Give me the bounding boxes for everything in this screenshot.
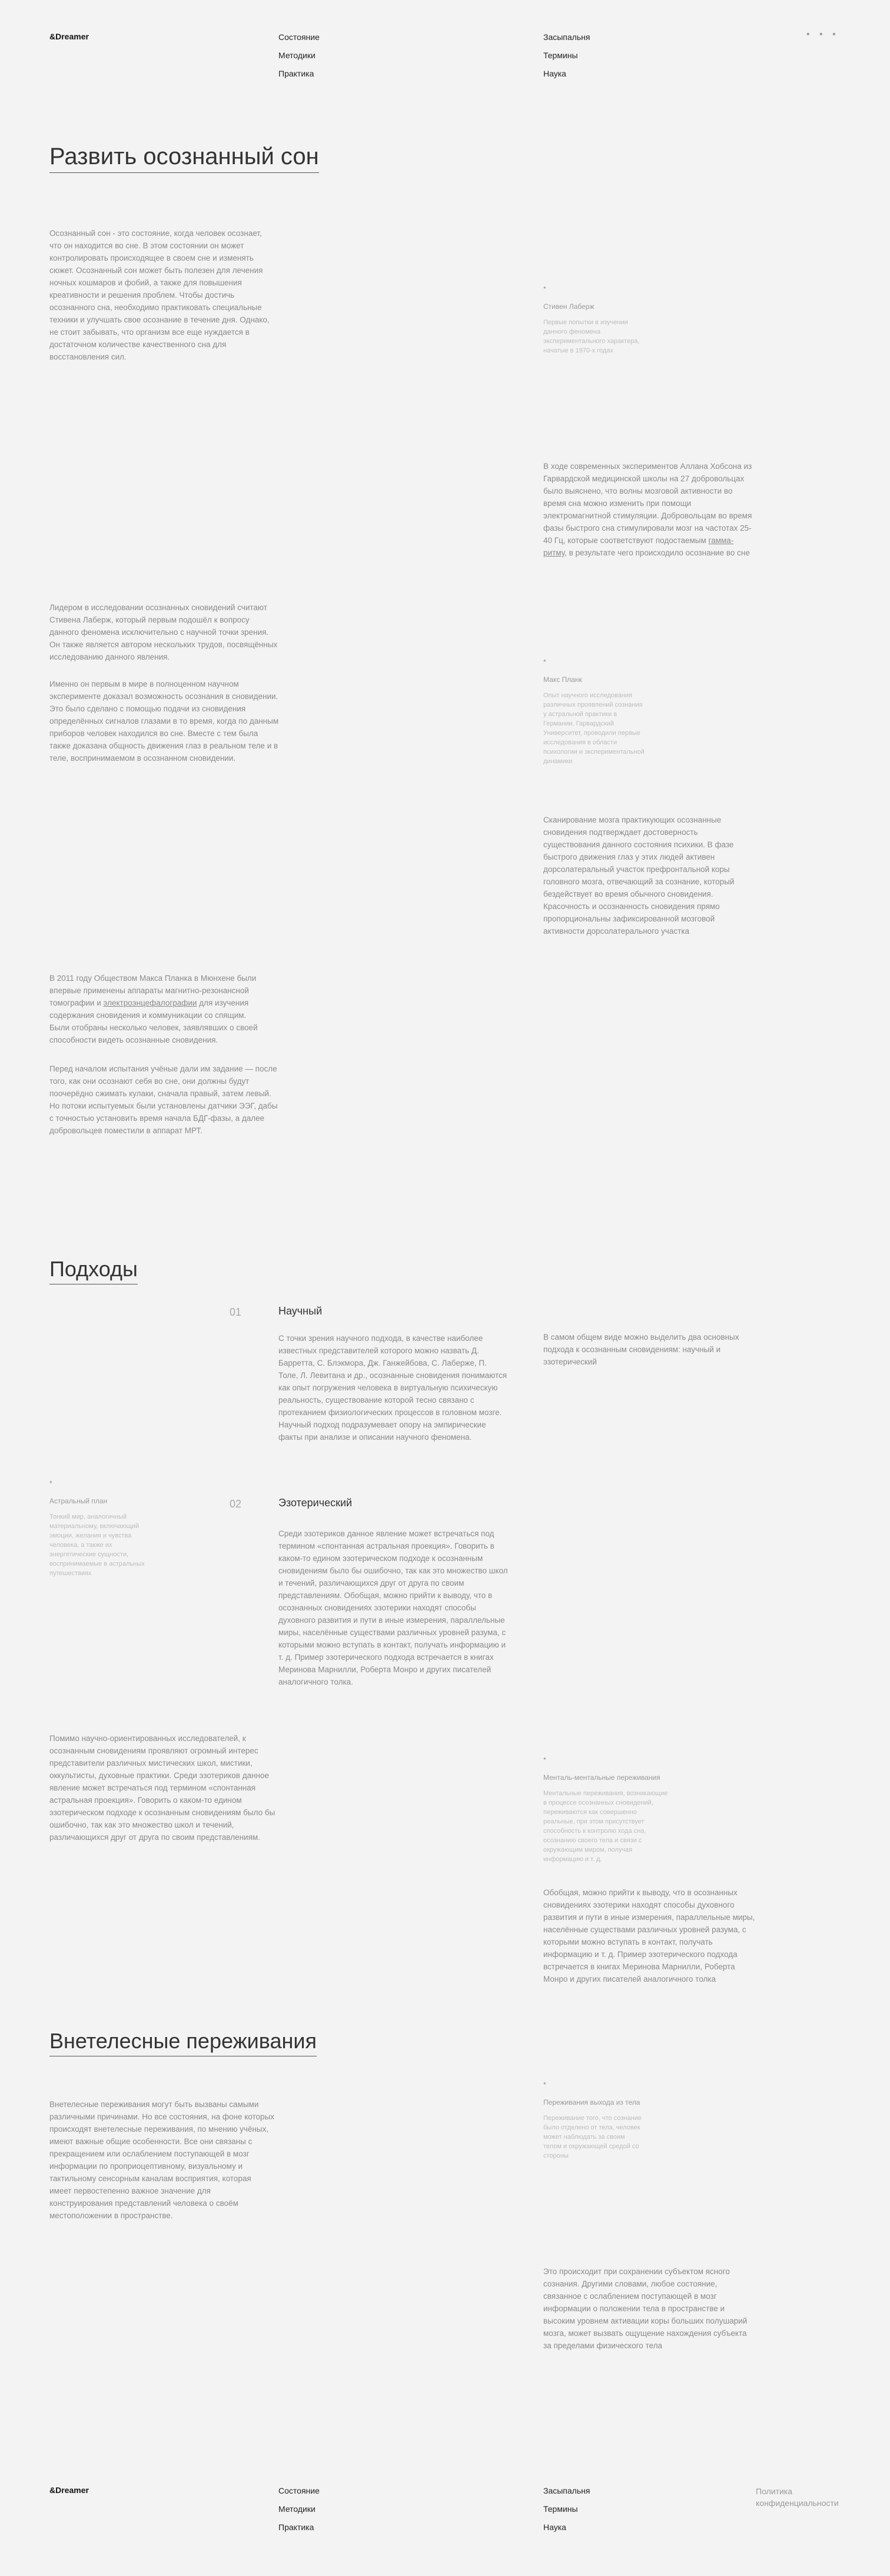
paragraph-planck-2011 [49, 972, 261, 1046]
item-number: 02 [230, 1498, 242, 1510]
section-title-lucid: Развить осознанный сон [49, 144, 319, 173]
footer-link-science[interactable]: Наука [543, 2522, 566, 2532]
paragraph-esoteric-summary: Обобщая, можно прийти к выводу, что в осознанных сновидениях эзотерики находят способы духовного развития и пути в иные измерения, параллельные миры, населённые существами различных уровней разума, с которыми можно вступать в контакт, получать информацию и т. д. Пример эзотерического подхода встречается в книгах Меринова Марнилли, Роберта Монро и других писателей аналогичного толка [543, 1888, 755, 1983]
asterisk-icon: * [543, 1756, 546, 1764]
asterisk-icon: * [543, 2081, 546, 2089]
header-nav-primary [278, 28, 320, 83]
menu-dots-icon[interactable]: • • • [806, 29, 839, 39]
nav-link-practice[interactable]: Практика [278, 69, 314, 78]
item-number: 01 [230, 1306, 242, 1318]
paragraph-text-end: , в результате чего происходило осознание во сне [564, 548, 750, 557]
footer-nav-secondary [543, 2482, 590, 2537]
paragraph-laberge-2: Именно он первым в мире в полноценном научном эксперименте доказал возможность осознания в сновидении. Это было сделано с помощью подачи из сновидения определённых сигналов глазами в то время, когда по данным приборов человек находился во сне. Вместе с тем была также доказана общность движения глаз в реальном теле и в теле, воспринимаемом в осознанном сновидении. [49, 680, 279, 763]
footer-nav-primary [278, 2482, 320, 2537]
nav-link-terms[interactable]: Термины [543, 51, 578, 60]
nav-link-state[interactable]: Состояние [278, 32, 320, 42]
footnote-text: Переживание того, что сознание было отделено от тела, человек может наблюдать за своим телом и окружающей средой со стороны [543, 2115, 642, 2159]
link-gamma-rhythm[interactable]: гамма-ритму [543, 536, 734, 557]
approaches-intro: В самом общем виде можно выделить два основных подхода к осознанным сновидениям: научный и эзотерический [543, 1333, 739, 1366]
asterisk-icon: * [543, 285, 546, 293]
logo[interactable]: &Dreamer [49, 32, 89, 41]
footnote-title: Переживания выхода из тела [543, 2098, 640, 2106]
footnote-title: Менталь-ментальные переживания [543, 1773, 660, 1782]
approach-text-scientific: С точки зрения научного подхода, в качестве наиболее известных представителей которого можно назвать Д. Барретта, С. Блэкмора, Дж. Ганжейбова, С. Лаберже, П. Толе, Л. Левитана и др., осознанные сновидения понимаются как опыт погружения человека в виртуальную психическую реальность, существование которой тесно связано с протеканием физиологических процессов в головном мозге. Научный подход подразумевает опору на эмпирические факты при анализе и описании научного феномена. [278, 1334, 507, 1442]
nav-link-methods[interactable]: Методики [278, 51, 316, 60]
footnote-title: Астральный план [49, 1497, 108, 1505]
footnote-laberge [543, 285, 643, 355]
approach-text-esoteric: Среди эзотериков данное явление может встречаться под термином «спонтанная астральная проекция». Говорить в каком-то едином эзотерическом подходе к осознанным сновидениям было бы ошибочно, так как это множество школ и течений, различающихся друг от друга по своим представлениям. Обобщая, можно прийти к выводу, что в осознанных сновидениях эзотерики находят способы духовного развития и пути в иные измерения, параллельные миры, населённые существами различных уровней разума, с которыми можно вступать в контакт, получать информацию и т. д. Пример эзотерического подхода встречается в книгах Меринова Марнилли, Роберта Монро и других писателей аналогичного толка. [278, 1529, 508, 1686]
paragraph-experiment: Перед началом испытания учёные дали им задание — после того, как они осознают себя во сне, они должны будут поочерёдно сжимать кулаки, сначала правый, затем левый. Но потоки испытуемых были установлены датчики ЭЭГ, дабы с точностью установить время начала БДГ-фазы, а далее добровольцев поместили в аппарат МРТ. [49, 1064, 278, 1135]
section-title-oobe: Внетелесные переживания [49, 2029, 317, 2056]
footnote-planck [543, 658, 646, 766]
paragraph-text: В ходе современных экспериментов Аллана Хобсона из Гарвардской медицинской школы на 27 добровольцах было выяснено, что волны мозговой активности во время сна можно изменить при помощи электромагнитной стимуляции. Добровольцам во время фазы быстрого сна стимулировали мозг на частотах 25-40 Гц, которые соответствуют подостаемым [543, 462, 752, 545]
paragraph-oobe-consciousness: Это происходит при сохранении субъектом ясного сознания. Другими словами, любое состояние, связанное с ослаблением поступающей в мозг информации о положении тела в пространстве и высоким уровнем активации коры больших полушарий мозга, может вызвать ощущение нахождения субъекта за пределами физического тела [543, 2267, 748, 2350]
footnote-text: Тонкий мир, аналогичный материальному, включающий эмоции, желания и чувства человека, а также их энергетические сущности, воспринимаемые в астральных путешествиях [49, 1513, 145, 1577]
link-eeg[interactable]: электроэнцефалографии [103, 999, 197, 1007]
footer-logo[interactable]: &Dreamer [49, 2485, 89, 2495]
paragraph-researchers: Помимо научно-ориентированных исследователей, к осознанным сновидениям проявляют огромный интерес представители различных мистических школ, мистики, оккультисты, духовные практики. Среди эзотериков данное явление может встречаться под термином «спонтанная астральная проекция». Говорить о каком-то едином эзотерическом подходе к осознанным сновидениям было бы ошибочно, так как это множество школ и течений, различающихся друг от друга по своим представлениям. [49, 1734, 275, 1842]
footnote-text: Первые попытки в изучении данного феномена экспериментального характера, начатые в 1970-х годах [543, 319, 640, 354]
footnote-text: Опыт научного исследования различных проявлений сознания у астральной практики в Германии, Гарвардский Университет, проводили первые исследования в области психологии и экспериментальной динамики [543, 692, 645, 765]
section-title-approaches: Подходы [49, 1257, 138, 1284]
footnote-text: Ментальные переживания, возникающие в процессе осознанных сновидений, переживаются как совершенно реальные, при этом присутствует способность к контролю хода сна, осознанию своего тела и связи с окружающим миром, получая информацию и т. д. [543, 1790, 668, 1863]
paragraph-laberge-1: Лидером в исследовании осознанных сновидений считают Стивена Лаберж, который первым подошёл к вопросу данного феномена исключительно с научной точки зрения. Он также является автором нескольких трудов, посвящённых исследованию данного явления. [49, 603, 278, 661]
footnote-title: Макс Планк [543, 675, 582, 684]
intro-paragraph: Осознанный сон - это состояние, когда человек осознает, что он находится во сне. В этом состоянии он может контролировать происходящее в своем сне и изменять сюжет. Осознанный сон может быть полезен для лечения ночных кошмаров и фобий, а также для повышения креативности и решения проблем. Чтобы достичь осознанного сна, необходимо практиковать специальные техники и улучшать свое осознание в течение дня. Однако, не стоит забывать, что организм все еще нуждается в достаточном количестве качественного сна для восстановления сил. [49, 229, 270, 361]
footer-link-state[interactable]: Состояние [278, 2486, 320, 2495]
paragraph-hobson [543, 460, 755, 559]
asterisk-icon: * [543, 658, 546, 666]
paragraph-text-end: для изучения содержания сновидения и коммуникации со спящим. Были отобраны несколько человек, заявлявших о своей способности видеть осознанные сновидения. [49, 999, 258, 1044]
approach-heading-scientific: Научный [278, 1305, 323, 1317]
privacy-policy-link[interactable]: Политика конфиденциальности [756, 2487, 839, 2508]
paragraph-scanning: Сканирование мозга практикующих осознанные сновидения подтверждает достоверность существования данного состояния психики. В фазе быстрого движения глаз у этих людей активен дорсолатеральный участок префронтальной коры головного мозга, отвечающий за сознание, который бездействует во время обычного сновидения. Красочность и осознанность сновидения прямо пропорциональны зафиксированной мозговой активности дорсолатерального участка [543, 816, 735, 936]
paragraph-oobe-causes: Внетелесные переживания могут быть вызваны самыми различными причинами. Но все состояния, на фоне которых происходят внетелесные переживания, по мнению учёных, имеют важные общие особенности. Все они связаны с прекращением или ослаблением поступающей в мозг информации по проприоцептивному, визуальному и тактильному сенсорным каналам восприятия, которая имеет первостепенно важное значение для конструирования представлений человека о своём местоположении в пространстве. [49, 2100, 274, 2220]
footer-link-terms[interactable]: Термины [543, 2504, 578, 2514]
footer-link-practice[interactable]: Практика [278, 2522, 314, 2532]
footnote-title: Стивен Лаберж [543, 302, 595, 311]
footer-link-methods[interactable]: Методики [278, 2504, 316, 2514]
footnote-astral-plane [49, 1479, 155, 1578]
footnote-mental [543, 1756, 670, 1864]
footer-link-sleeproom[interactable]: Засыпальня [543, 2486, 590, 2495]
header-nav-secondary [543, 28, 590, 83]
paragraph-text: В 2011 году Обществом Макса Планка в Мюнхене были впервые применены аппараты магнитно-резонансной томографии и [49, 974, 257, 1007]
nav-link-science[interactable]: Наука [543, 69, 566, 78]
footnote-oobe [543, 2081, 643, 2161]
nav-link-sleeproom[interactable]: Засыпальня [543, 32, 590, 42]
asterisk-icon: * [49, 1479, 52, 1487]
approach-heading-esoteric: Эзотерический [278, 1497, 353, 1509]
